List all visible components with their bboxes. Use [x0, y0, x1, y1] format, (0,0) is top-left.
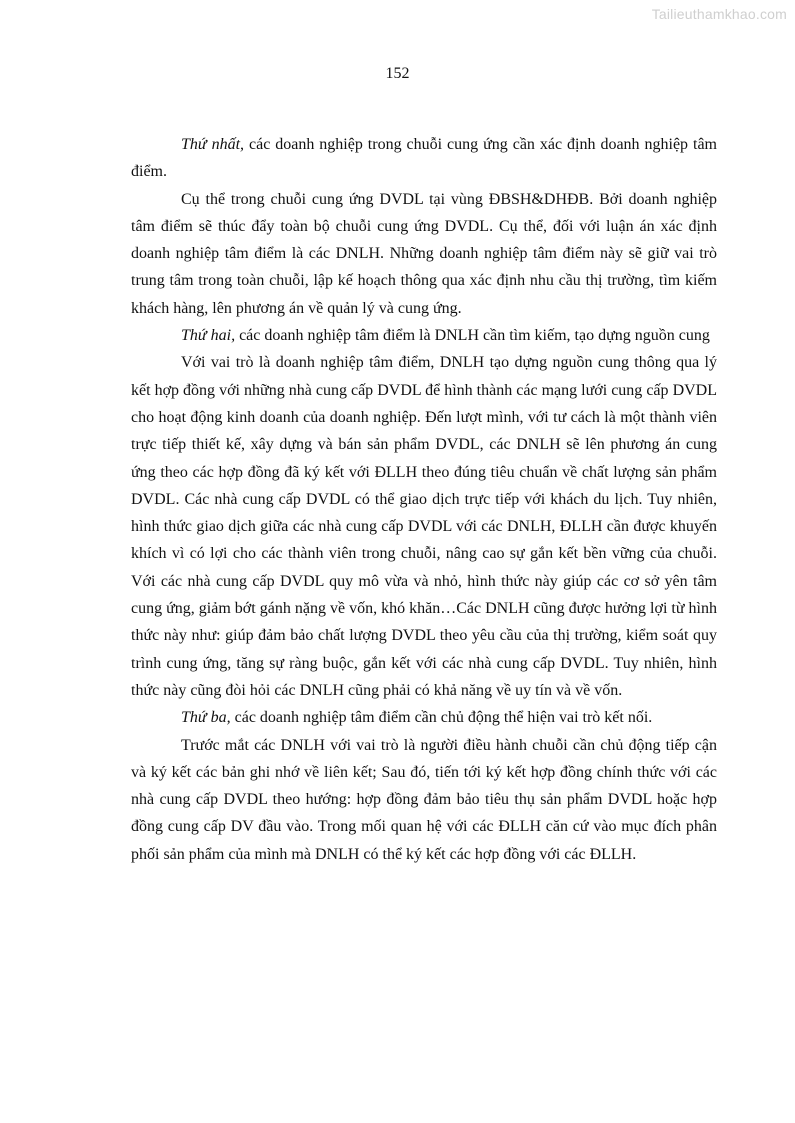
paragraph-3 — [131, 322, 717, 349]
paragraph-text: Với vai trò là doanh nghiệp tâm điểm, DNLH tạo dựng nguồn cung thông qua lý kết hợp đồng với những nhà cung cấp DVDL để hình thành các mạng lưới cung cấp DVDL cho hoạt động kinh doanh của doanh nghiệp. Đến lượt mình, với tư cách là một thành viên trực tiếp thiết kế, xây dựng và bán sản phẩm DVDL, các DNLH sẽ lên phương án cung ứng theo các hợp đồng đã ký kết với ĐLLH theo đúng tiêu chuẩn về chất lượng sản phẩm DVDL. Các nhà cung cấp DVDL có thể giao dịch trực tiếp với khách du lịch. Tuy nhiên, hình thức giao dịch giữa các nhà cung cấp DVDL với các DNLH, ĐLLH cần được khuyến khích vì có lợi cho các thành viên trong chuỗi, nâng cao sự gắn kết bền vững của chuỗi. Với các nhà cung cấp DVDL quy mô vừa và nhỏ, hình thức này giúp các cơ sở yên tâm cung ứng, giảm bớt gánh nặng về vốn, khó khăn…Các DNLH cũng được hưởng lợi từ hình thức này như: giúp đảm bảo chất lượng DVDL theo yêu cầu của thị trường, kiểm soát quy trình cung ứng, tăng sự ràng buộc, gắn kết với các nhà cung cấp DVDL. Tuy nhiên, hình thức này cũng đòi hỏi các DNLH cũng phải có khả năng về uy tín và về vốn. — [131, 354, 717, 699]
document-body — [131, 131, 717, 868]
paragraph-lead: Thứ hai, — [181, 327, 236, 345]
watermark: Tailieuthamkhao.com — [651, 6, 787, 22]
paragraph-text: Cụ thể trong chuỗi cung ứng DVDL tại vùng ĐBSH&DHĐB. Bởi doanh nghiệp tâm điểm sẽ thúc đẩy toàn bộ chuỗi cung ứng DVDL. Cụ thể, đối với luận án xác định doanh nghiệp tâm điểm là các DNLH. Những doanh nghiệp tâm điểm này sẽ giữ vai trò trung tâm trong toàn chuỗi, lập kế hoạch thông qua xác định nhu cầu thị trường, tìm kiếm khách hàng, lên phương án về quản lý và cung ứng. — [131, 190, 717, 317]
paragraph-text: các doanh nghiệp tâm điểm là DNLH cần tìm kiếm, tạo dựng nguồn cung — [235, 327, 710, 345]
page-number: 152 — [385, 65, 410, 82]
paragraph-text: các doanh nghiệp tâm điểm cần chủ động thể hiện vai trò kết nối. — [230, 709, 653, 727]
paragraph-lead: Thứ ba, — [181, 709, 231, 727]
paragraph-2 — [131, 186, 717, 322]
paragraph-4 — [131, 349, 717, 704]
paragraph-text: Trước mắt các DNLH với vai trò là người điều hành chuỗi cần chủ động tiếp cận và ký kết các bản ghi nhớ về liên kết; Sau đó, tiến tới ký kết hợp đồng chính thức với các nhà cung cấp DVDL theo hướng: hợp đồng đảm bảo tiêu thụ sản phẩm DVDL hoặc hợp đồng cung cấp DV đầu vào. Trong mối quan hệ với các ĐLLH căn cứ vào mục đích phân phối sản phẩm của mình mà DNLH có thể ký kết các hợp đồng với các ĐLLH. — [131, 736, 717, 863]
paragraph-text: các doanh nghiệp trong chuỗi cung ứng cần xác định doanh nghiệp tâm điểm. — [131, 136, 717, 181]
paragraph-lead: Thứ nhất, — [181, 136, 245, 153]
paragraph-5 — [131, 704, 717, 731]
paragraph-1 — [131, 131, 717, 186]
paragraph-6 — [131, 732, 717, 868]
